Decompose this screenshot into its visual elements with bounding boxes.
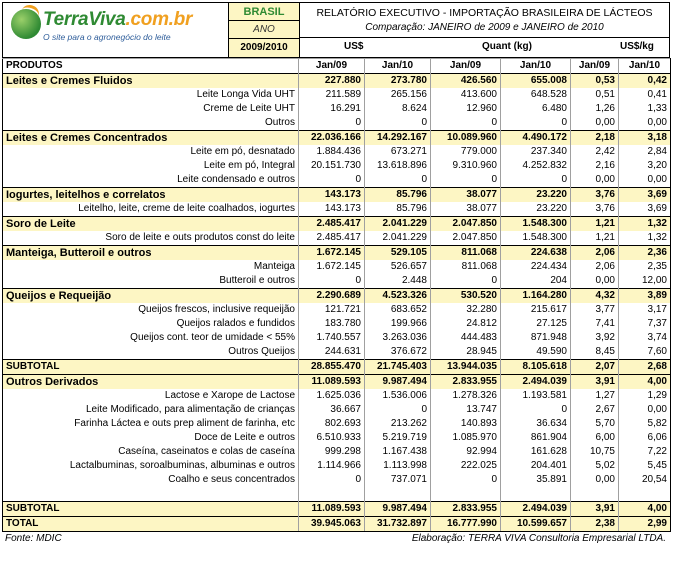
row-value: 0 — [431, 473, 501, 487]
row-value: 1.164.280 — [501, 289, 571, 304]
row-value: 1,32 — [619, 231, 671, 246]
item-row — [3, 173, 671, 188]
row-value: 444.483 — [431, 331, 501, 345]
total-row — [3, 502, 671, 517]
row-label: Leites e Cremes Fluidos — [3, 74, 299, 89]
row-value: 0,41 — [619, 88, 671, 102]
row-value — [365, 487, 431, 502]
table-body — [3, 59, 671, 532]
item-row — [3, 303, 671, 317]
row-label: Soro de leite e outs produtos const do leite — [3, 231, 299, 246]
row-value: 0 — [501, 116, 571, 131]
row-value: 10,75 — [571, 445, 619, 459]
row-value: 13.747 — [431, 403, 501, 417]
row-value: 2.485.417 — [299, 231, 365, 246]
row-value: 0 — [431, 116, 501, 131]
row-value: 7,41 — [571, 317, 619, 331]
row-value: 3,20 — [619, 159, 671, 173]
column-header-period: Jan/09 — [299, 59, 365, 74]
logo-brand-name: TerraViva — [43, 9, 126, 30]
row-value: 413.600 — [431, 88, 501, 102]
row-value: 24.812 — [431, 317, 501, 331]
row-value: 871.948 — [501, 331, 571, 345]
row-value: 0,00 — [571, 473, 619, 487]
row-value: 1.672.145 — [299, 246, 365, 261]
row-value: 2.041.229 — [365, 231, 431, 246]
row-value: 3,76 — [571, 202, 619, 217]
row-value: 11.089.593 — [299, 502, 365, 517]
globe-icon — [11, 9, 41, 39]
row-label: Manteiga — [3, 260, 299, 274]
row-value: 1.278.326 — [431, 389, 501, 403]
row-value: 20.151.730 — [299, 159, 365, 173]
row-value: 7,22 — [619, 445, 671, 459]
row-label: Leite condensado e outros — [3, 173, 299, 188]
column-header-period: Jan/10 — [619, 59, 671, 74]
row-label: Outros — [3, 116, 299, 131]
row-label: Lactose e Xarope de Lactose — [3, 389, 299, 403]
row-value: 23.220 — [501, 202, 571, 217]
group-row — [3, 188, 671, 203]
row-value: 3,76 — [571, 188, 619, 203]
group-row — [3, 375, 671, 390]
row-label: Leite Modificado, para alimentação de crianças — [3, 403, 299, 417]
row-value: 1.113.998 — [365, 459, 431, 473]
row-value: 0 — [299, 473, 365, 487]
row-value: 0,51 — [571, 88, 619, 102]
row-label: Soro de Leite — [3, 217, 299, 232]
row-label: Queijos frescos, inclusive requeijão — [3, 303, 299, 317]
row-value: 13.618.896 — [365, 159, 431, 173]
row-value: 11.089.593 — [299, 375, 365, 390]
row-value: 3,91 — [571, 375, 619, 390]
row-label: Queijos cont. teor de umidade < 55% — [3, 331, 299, 345]
row-value: 8.105.618 — [501, 360, 571, 375]
row-value: 2.047.850 — [431, 217, 501, 232]
row-value: 4.490.172 — [501, 131, 571, 146]
row-value: 0 — [365, 403, 431, 417]
group-row — [3, 246, 671, 261]
row-value: 673.271 — [365, 145, 431, 159]
group-row — [3, 217, 671, 232]
row-value: 36.667 — [299, 403, 365, 417]
row-value: 2.047.850 — [431, 231, 501, 246]
row-value: 2,35 — [619, 260, 671, 274]
row-value — [431, 487, 501, 502]
row-value: 1.085.970 — [431, 431, 501, 445]
row-value: 215.617 — [501, 303, 571, 317]
row-value: 6.510.933 — [299, 431, 365, 445]
row-value: 3.263.036 — [365, 331, 431, 345]
row-value: 3,17 — [619, 303, 671, 317]
row-value: 2,18 — [571, 131, 619, 146]
row-value: 143.173 — [299, 202, 365, 217]
row-value: 1,21 — [571, 231, 619, 246]
row-value: 2,68 — [619, 360, 671, 375]
row-value: 224.434 — [501, 260, 571, 274]
row-value: 92.994 — [431, 445, 501, 459]
source-note: Fonte: MDIC — [5, 533, 62, 544]
row-value: 861.904 — [501, 431, 571, 445]
row-value: 737.071 — [365, 473, 431, 487]
item-row — [3, 345, 671, 360]
item-row — [3, 260, 671, 274]
row-label: Leitelho, leite, creme de leite coalhados, iogurtes — [3, 202, 299, 217]
row-value: 5,82 — [619, 417, 671, 431]
row-value: 1.548.300 — [501, 217, 571, 232]
row-label: Creme de Leite UHT — [3, 102, 299, 116]
row-value: 121.721 — [299, 303, 365, 317]
imports-table — [2, 58, 671, 532]
row-label: Lactalbuminas, soroalbuminas, albuminas e outros — [3, 459, 299, 473]
row-value: 1,21 — [571, 217, 619, 232]
row-value: 1.536.006 — [365, 389, 431, 403]
row-value: 8.624 — [365, 102, 431, 116]
row-label: Leite Longa Vida UHT — [3, 88, 299, 102]
row-value: 5.219.719 — [365, 431, 431, 445]
item-row — [3, 417, 671, 431]
group-row — [3, 131, 671, 146]
row-value: 85.796 — [365, 202, 431, 217]
row-value — [619, 487, 671, 502]
row-value: 3,69 — [619, 188, 671, 203]
row-label — [3, 487, 299, 502]
terraviva-logo — [2, 2, 228, 58]
report-sheet — [2, 2, 670, 546]
row-value: 3,69 — [619, 202, 671, 217]
item-row — [3, 473, 671, 487]
group-row — [3, 74, 671, 89]
row-value: 1.625.036 — [299, 389, 365, 403]
row-value: 0 — [365, 116, 431, 131]
row-value: 2.833.955 — [431, 502, 501, 517]
row-value: 2,16 — [571, 159, 619, 173]
row-value: 0 — [501, 173, 571, 188]
row-value: 1.114.966 — [299, 459, 365, 473]
unit-quantity: Quant (kg) — [482, 41, 532, 52]
row-value: 2,84 — [619, 145, 671, 159]
row-value: 1.740.557 — [299, 331, 365, 345]
row-value: 0,42 — [619, 74, 671, 89]
row-value: 237.340 — [501, 145, 571, 159]
row-value: 13.944.035 — [431, 360, 501, 375]
item-row — [3, 445, 671, 459]
meta-column — [228, 2, 300, 58]
row-value: 426.560 — [431, 74, 501, 89]
row-value: 2.494.039 — [501, 502, 571, 517]
row-value: 14.292.167 — [365, 131, 431, 146]
column-header-row — [3, 59, 671, 74]
row-value: 529.105 — [365, 246, 431, 261]
row-value: 0 — [299, 173, 365, 188]
report-title-box — [300, 2, 670, 38]
row-value: 0 — [501, 403, 571, 417]
report-footer — [2, 532, 670, 546]
spacer-row — [3, 487, 671, 502]
row-value: 999.298 — [299, 445, 365, 459]
row-label: Farinha Láctea e outs prep aliment de farinha, etc — [3, 417, 299, 431]
column-header-period: Jan/09 — [571, 59, 619, 74]
row-value: 23.220 — [501, 188, 571, 203]
row-value: 1.193.581 — [501, 389, 571, 403]
row-label: Manteiga, Butteroil e outros — [3, 246, 299, 261]
row-value: 7,60 — [619, 345, 671, 360]
row-value: 2,67 — [571, 403, 619, 417]
row-label: Caseína, caseinatos e colas de caseína — [3, 445, 299, 459]
row-value: 4,00 — [619, 502, 671, 517]
row-value: 1,26 — [571, 102, 619, 116]
row-label: Leite em pó, desnatado — [3, 145, 299, 159]
item-row — [3, 116, 671, 131]
row-value: 8,45 — [571, 345, 619, 360]
row-value: 161.628 — [501, 445, 571, 459]
row-value: 38.077 — [431, 202, 501, 217]
row-value: 2.485.417 — [299, 217, 365, 232]
row-label: Coalho e seus concentrados — [3, 473, 299, 487]
row-value: 0,53 — [571, 74, 619, 89]
row-label: Doce de Leite e outros — [3, 431, 299, 445]
report-title: RELATÓRIO EXECUTIVO - IMPORTAÇÃO BRASILEIRA DE LÁCTEOS — [316, 7, 653, 19]
row-label: TOTAL — [3, 517, 299, 532]
row-value: 0,00 — [571, 116, 619, 131]
row-value: 140.893 — [431, 417, 501, 431]
row-value: 1.672.145 — [299, 260, 365, 274]
row-value: 811.068 — [431, 260, 501, 274]
item-row — [3, 317, 671, 331]
row-value: 811.068 — [431, 246, 501, 261]
row-value: 2.448 — [365, 274, 431, 289]
row-value: 10.599.657 — [501, 517, 571, 532]
row-value: 5,45 — [619, 459, 671, 473]
row-label: Queijos ralados e fundidos — [3, 317, 299, 331]
row-value: 211.589 — [299, 88, 365, 102]
row-value: 227.880 — [299, 74, 365, 89]
row-value: 4.523.326 — [365, 289, 431, 304]
row-value: 2,99 — [619, 517, 671, 532]
row-value: 4.252.832 — [501, 159, 571, 173]
row-label: Outros Derivados — [3, 375, 299, 390]
row-value: 0,00 — [619, 173, 671, 188]
row-value: 36.634 — [501, 417, 571, 431]
row-value: 35.891 — [501, 473, 571, 487]
total-row — [3, 517, 671, 532]
item-row — [3, 274, 671, 289]
row-value: 0,00 — [619, 403, 671, 417]
unit-price: US$/kg — [620, 41, 654, 52]
row-value: 85.796 — [365, 188, 431, 203]
row-value: 0 — [431, 274, 501, 289]
row-value: 2,36 — [619, 246, 671, 261]
item-row — [3, 403, 671, 417]
column-header-period: Jan/09 — [431, 59, 501, 74]
row-value: 20,54 — [619, 473, 671, 487]
row-value: 222.025 — [431, 459, 501, 473]
item-row — [3, 331, 671, 345]
row-value: 12,00 — [619, 274, 671, 289]
year-label: ANO — [228, 20, 300, 38]
row-value: 2,38 — [571, 517, 619, 532]
row-value: 4,00 — [619, 375, 671, 390]
row-value: 1,32 — [619, 217, 671, 232]
item-row — [3, 88, 671, 102]
row-value: 183.780 — [299, 317, 365, 331]
row-label: Queijos e Requeijão — [3, 289, 299, 304]
row-value: 683.652 — [365, 303, 431, 317]
row-value: 2.041.229 — [365, 217, 431, 232]
row-value: 2.494.039 — [501, 375, 571, 390]
row-value: 0 — [431, 173, 501, 188]
row-value: 2.833.955 — [431, 375, 501, 390]
row-value: 1,33 — [619, 102, 671, 116]
row-value: 9.987.494 — [365, 502, 431, 517]
row-value: 1,27 — [571, 389, 619, 403]
row-value: 2,06 — [571, 246, 619, 261]
row-value: 3,77 — [571, 303, 619, 317]
row-value: 1.884.436 — [299, 145, 365, 159]
logo-brand — [43, 9, 192, 31]
row-value: 802.693 — [299, 417, 365, 431]
row-value: 0 — [299, 116, 365, 131]
row-value: 4,32 — [571, 289, 619, 304]
row-value: 204 — [501, 274, 571, 289]
column-header-products: PRODUTOS — [3, 59, 299, 74]
row-value: 244.631 — [299, 345, 365, 360]
row-value: 204.401 — [501, 459, 571, 473]
item-row — [3, 159, 671, 173]
row-value: 27.125 — [501, 317, 571, 331]
row-value: 779.000 — [431, 145, 501, 159]
row-value: 3,18 — [619, 131, 671, 146]
row-value: 28.945 — [431, 345, 501, 360]
column-header-period: Jan/10 — [365, 59, 431, 74]
row-label: Butteroil e outros — [3, 274, 299, 289]
row-label: Leites e Cremes Concentrados — [3, 131, 299, 146]
column-header-period: Jan/10 — [501, 59, 571, 74]
row-value: 31.732.897 — [365, 517, 431, 532]
row-value: 12.960 — [431, 102, 501, 116]
row-value: 648.528 — [501, 88, 571, 102]
row-value: 2.290.689 — [299, 289, 365, 304]
row-value: 0,00 — [571, 274, 619, 289]
row-value: 5,02 — [571, 459, 619, 473]
row-value: 3,89 — [619, 289, 671, 304]
row-value: 2,06 — [571, 260, 619, 274]
row-value: 213.262 — [365, 417, 431, 431]
row-value: 21.745.403 — [365, 360, 431, 375]
credit-note: Elaboração: TERRA VIVA Consultoria Empresarial LTDA. — [411, 533, 666, 544]
period-label: 2009/2010 — [228, 38, 300, 58]
row-value — [299, 487, 365, 502]
item-row — [3, 431, 671, 445]
item-row — [3, 145, 671, 159]
unit-usd: US$ — [344, 41, 364, 52]
row-value: 7,37 — [619, 317, 671, 331]
row-value: 0,00 — [571, 173, 619, 188]
row-value: 39.945.063 — [299, 517, 365, 532]
item-row — [3, 459, 671, 473]
row-value: 2,42 — [571, 145, 619, 159]
logo-tagline: O site para o agronegócio do leite — [43, 32, 171, 42]
row-value: 16.777.990 — [431, 517, 501, 532]
item-row — [3, 102, 671, 116]
row-value: 530.520 — [431, 289, 501, 304]
item-row — [3, 231, 671, 246]
row-value: 0 — [365, 173, 431, 188]
report-subtitle: Comparação: JANEIRO de 2009 e JANEIRO de 2010 — [365, 22, 604, 33]
row-value: 655.008 — [501, 74, 571, 89]
item-row — [3, 389, 671, 403]
units-bar — [300, 38, 670, 58]
row-value: 376.672 — [365, 345, 431, 360]
row-value: 1.548.300 — [501, 231, 571, 246]
row-label: Leite em pó, Integral — [3, 159, 299, 173]
row-value: 224.638 — [501, 246, 571, 261]
row-value — [501, 487, 571, 502]
row-value: 9.310.960 — [431, 159, 501, 173]
logo-brand-domain: .com.br — [125, 9, 193, 30]
row-label: SUBTOTAL — [3, 502, 299, 517]
row-value: 38.077 — [431, 188, 501, 203]
row-value: 6,00 — [571, 431, 619, 445]
row-value: 143.173 — [299, 188, 365, 203]
row-value: 10.089.960 — [431, 131, 501, 146]
row-value: 199.966 — [365, 317, 431, 331]
row-value: 5,70 — [571, 417, 619, 431]
row-value: 265.156 — [365, 88, 431, 102]
country-label: BRASIL — [228, 2, 300, 20]
item-row — [3, 202, 671, 217]
row-value: 3,91 — [571, 502, 619, 517]
row-label: Outros Queijos — [3, 345, 299, 360]
row-value: 6,06 — [619, 431, 671, 445]
row-value: 3,74 — [619, 331, 671, 345]
row-value: 49.590 — [501, 345, 571, 360]
group-row — [3, 289, 671, 304]
row-value: 1,29 — [619, 389, 671, 403]
row-value: 28.855.470 — [299, 360, 365, 375]
row-value: 22.036.166 — [299, 131, 365, 146]
row-label: Iogurtes, leitelhos e correlatos — [3, 188, 299, 203]
row-value: 526.657 — [365, 260, 431, 274]
row-value: 1.167.438 — [365, 445, 431, 459]
row-value — [571, 487, 619, 502]
row-value: 9.987.494 — [365, 375, 431, 390]
row-value: 32.280 — [431, 303, 501, 317]
row-value: 2,07 — [571, 360, 619, 375]
row-value: 0,00 — [619, 116, 671, 131]
report-header — [2, 2, 670, 58]
total-row — [3, 360, 671, 375]
row-label: SUBTOTAL — [3, 360, 299, 375]
row-value: 16.291 — [299, 102, 365, 116]
row-value: 273.780 — [365, 74, 431, 89]
row-value: 3,92 — [571, 331, 619, 345]
row-value: 0 — [299, 274, 365, 289]
row-value: 6.480 — [501, 102, 571, 116]
